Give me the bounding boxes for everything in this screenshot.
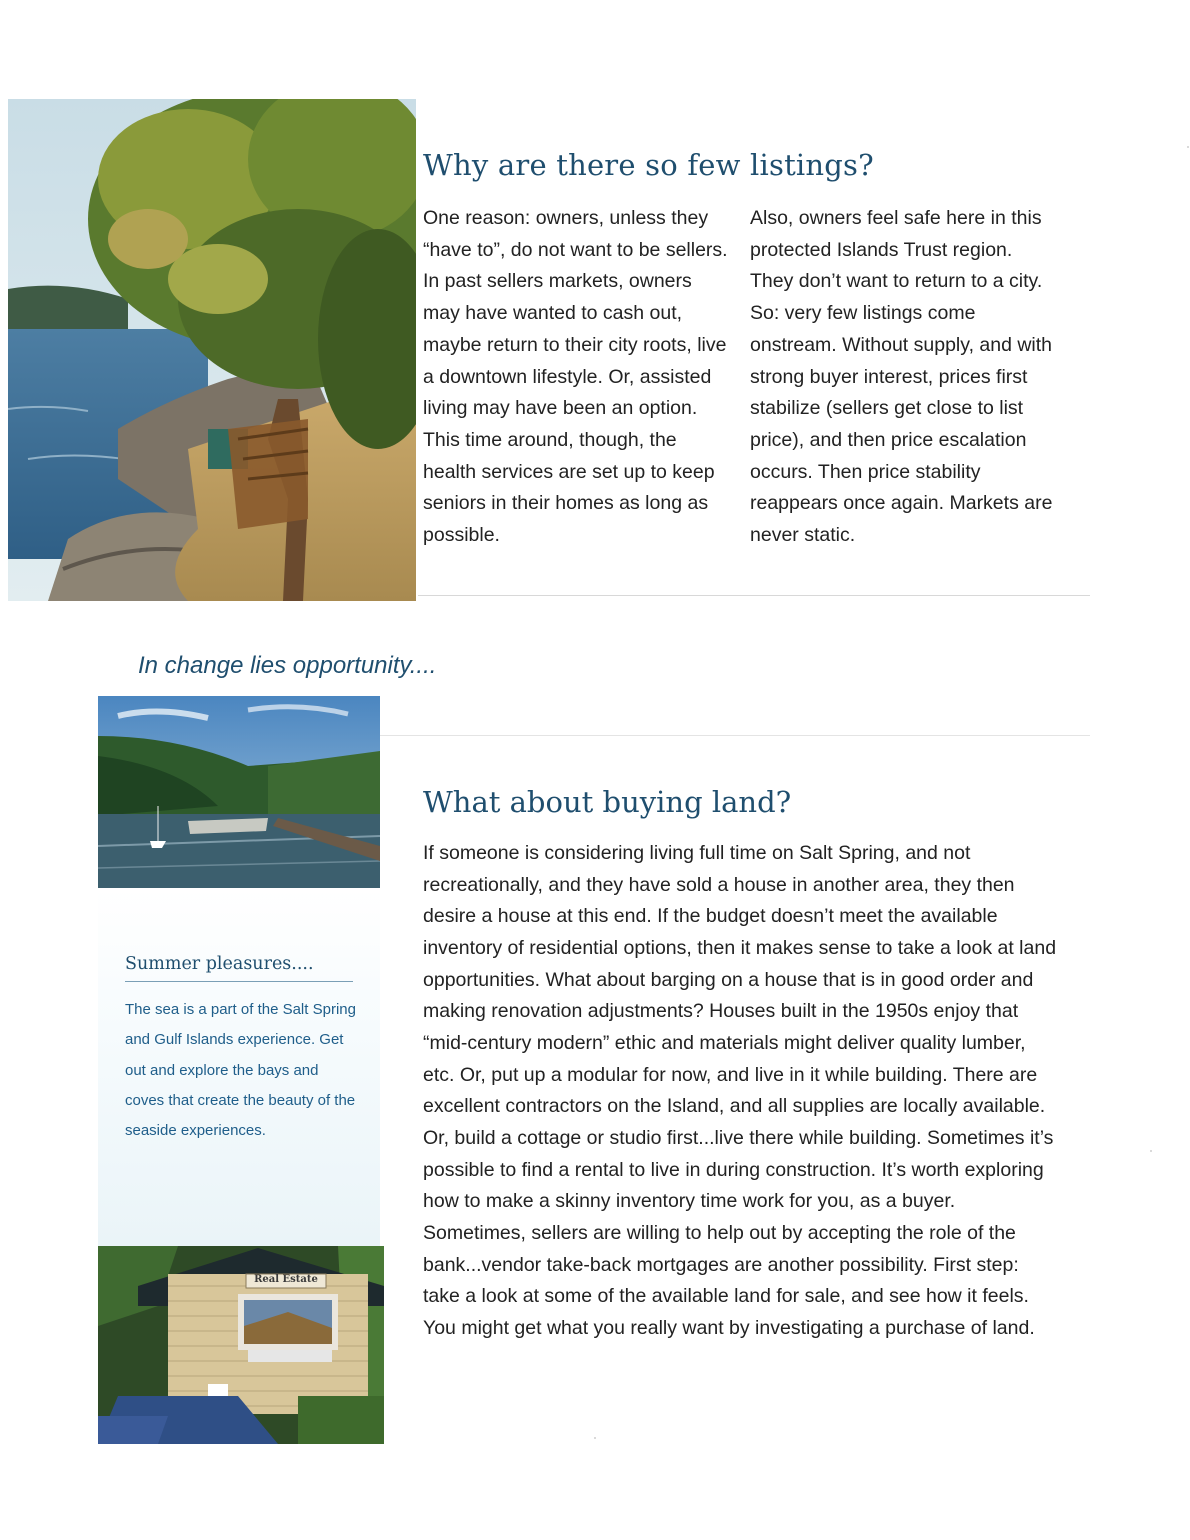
- scan-speck: [1150, 1150, 1152, 1152]
- tagline: In change lies opportunity....: [138, 652, 437, 679]
- photo-real-estate-office: [98, 1246, 384, 1444]
- scan-speck: [1187, 146, 1189, 148]
- section2-body: If someone is considering living full time on Salt Spring, and not recreationally, and they have sold a house in another area, they then desire a house at this end. If the budget doesn’t meet the available inventory of residential options, then it makes sense to take a look at land opportunities. What about barging on a house that is in good order and making renovation adjustments? Houses built in the 1950s enjoy that “mid-century modern” ethic and materials might deliver quality lumber, etc. Or, put up a modular for now, and live in it while building. There are excellent contractors on the Island, and all supplies are locally available. Or, build a cottage or studio first...live there while building. Sometimes it’s possible to find a rental to live in during construction. It’s worth exploring how to make a skinny inventory time work for you, as a buyer. Sometimes, sellers are willing to help out by accepting the role of the bank...vendor take-back mortgages are another possibility. First step: take a look at some of the available land for sale, and see how it feels. You might get what you really want by investigating a purchase of land.: [423, 842, 1057, 1339]
- sidebar-body: The sea is a part of the Salt Spring and Gulf Islands experience. Get out and explore the bays and coves that create the beauty of the seaside experiences.: [125, 1001, 356, 1140]
- sidebar-divider: [125, 981, 353, 982]
- photo-seaside-tree: [8, 99, 416, 601]
- section1-column-left: One reason: owners, unless they “have to”, do not want to be sellers. In past sellers markets, owners may have wanted to cash out, maybe return to their city roots, live a downtown lifestyle. Or, assisted living may have been an option. This time around, though, the health services are set up to keep seniors in their homes as long as possible.: [423, 207, 728, 547]
- office-sign: Real Estate: [254, 1274, 318, 1285]
- section-divider: [418, 595, 1090, 596]
- photo-marina-bay: [98, 696, 380, 890]
- scan-speck: [594, 1437, 596, 1439]
- section1-column-right: Also, owners feel safe here in this protected Islands Trust region. They don’t want to return to a city. So: very few listings come onstream. Without supply, and with strong buyer interest, prices first stabilize (sellers get close to list price), and then price escalation occurs. Then price stability reappears once again. Markets are never static.: [750, 207, 1053, 547]
- section-divider: [380, 735, 1090, 736]
- section1-heading: Why are there so few listings?: [423, 148, 874, 182]
- section2-heading: What about buying land?: [423, 785, 792, 819]
- sidebar-title: Summer pleasures....: [125, 954, 314, 974]
